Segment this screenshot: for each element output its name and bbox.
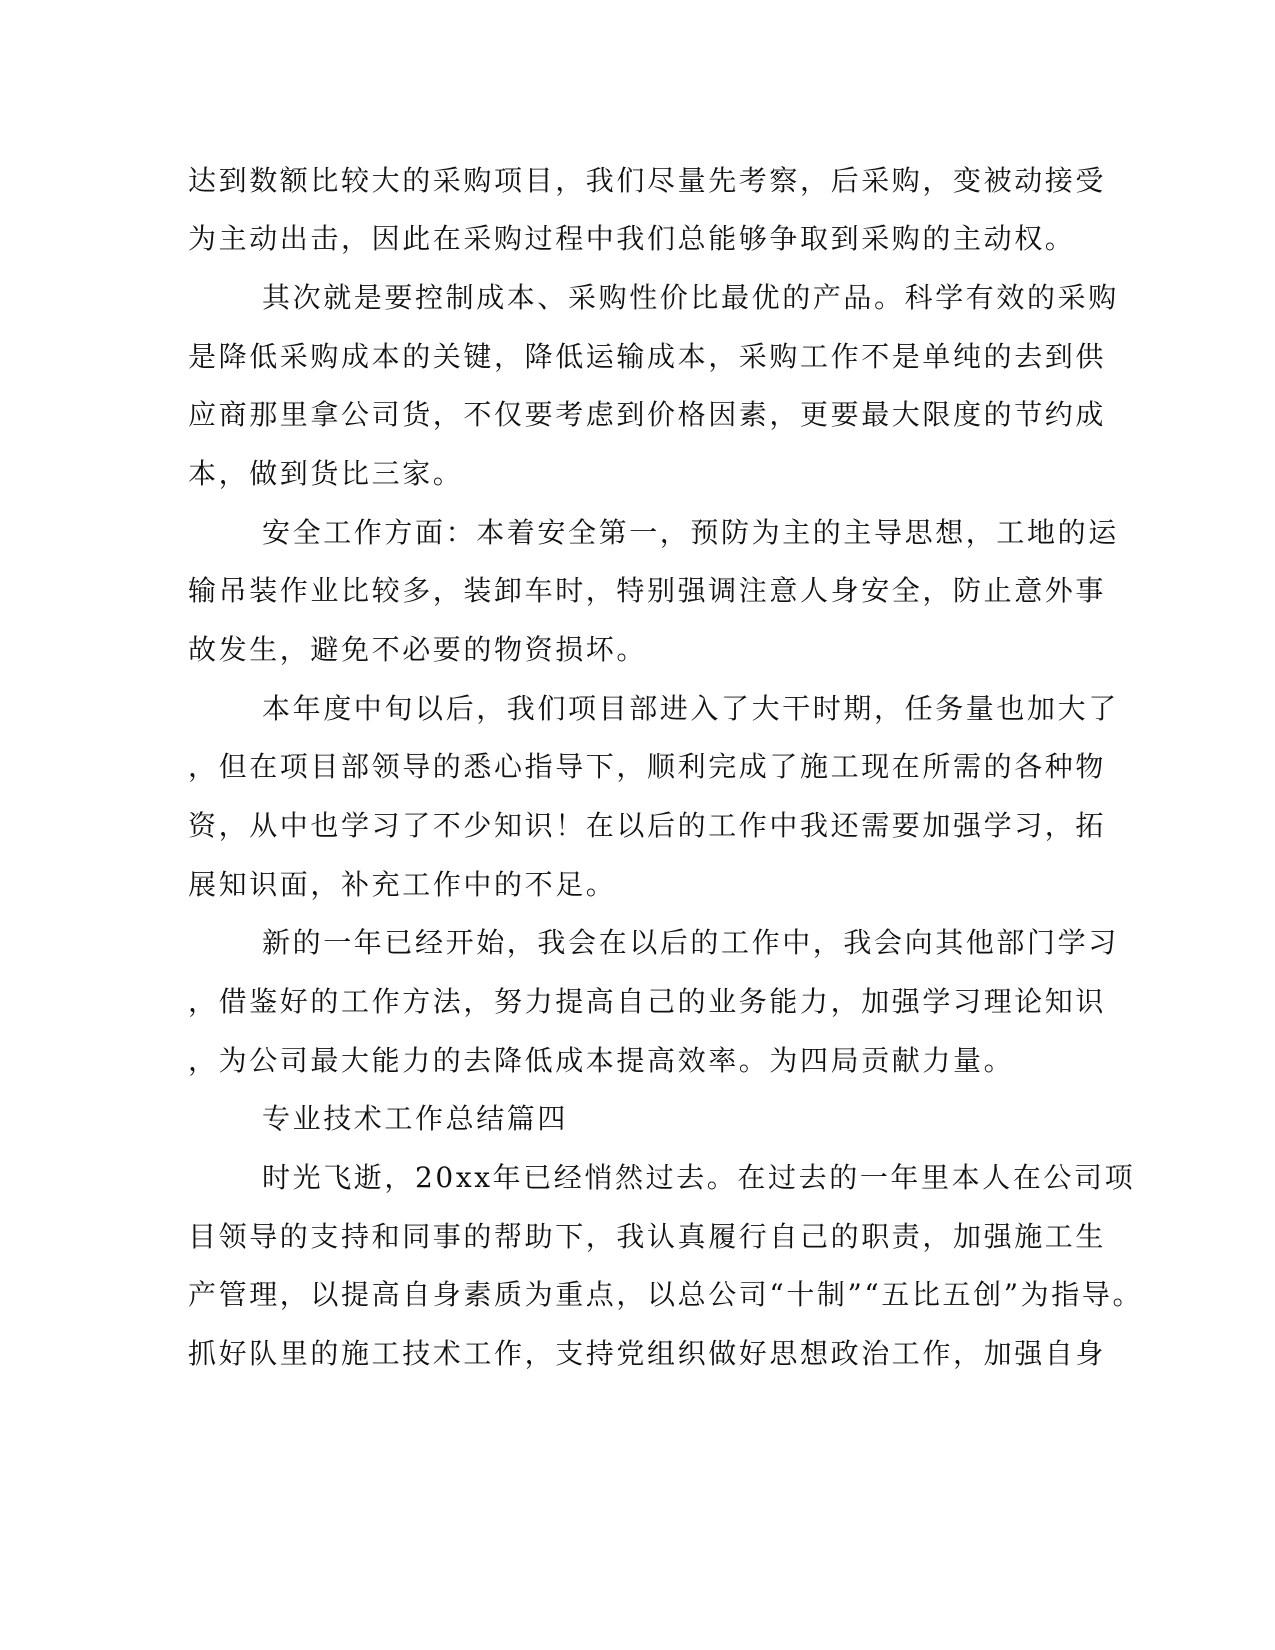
text-line: 展知识面，补充工作中的不足。 [188,868,617,901]
text-line: 抓好队里的施工技术工作，支持党组织做好思想政治工作，加强自身 [188,1337,1107,1370]
text-line: 输吊装作业比较多，装卸车时，特别强调注意人身安全，防止意外事 [188,574,1107,607]
text-line: ，但在项目部领导的悉心指导下，顺利完成了施工现在所需的各种物 [188,750,1107,783]
text-line: 是降低采购成本的关键，降低运输成本，采购工作不是单纯的去到供 [188,340,1107,373]
text-line: 产管理，以提高自身素质为重点，以总公司“十制”“五比五创”为指导。 [188,1278,1144,1311]
text-line: 本年度中旬以后，我们项目部进入了大干时期，任务量也加大了 [262,692,1119,725]
text-line: 为主动出击，因此在采购过程中我们总能够争取到采购的主动权。 [188,222,1076,255]
text-line: 时光飞逝，20xx年已经悄然过去。在过去的一年里本人在公司项 [262,1161,1136,1194]
text-line: 安全工作方面：本着安全第一，预防为主的主导思想，工地的运 [262,516,1119,549]
text-line: ，为公司最大能力的去降低成本提高效率。为四局贡献力量。 [188,1044,1015,1077]
text-line: 应商那里拿公司货，不仅要考虑到价格因素，更要最大限度的节约成 [188,398,1107,431]
text-line: 资，从中也学习了不少知识！在以后的工作中我还需要加强学习，拓 [188,809,1107,842]
section-heading: 专业技术工作总结篇四 [262,1102,569,1135]
text-line: 本，做到货比三家。 [188,457,464,490]
text-line: 达到数额比较大的采购项目，我们尽量先考察，后采购，变被动接受 [188,164,1107,197]
text-line: 其次就是要控制成本、采购性价比最优的产品。科学有效的采购 [262,281,1119,314]
text-line: 目领导的支持和同事的帮助下，我认真履行自己的职责，加强施工生 [188,1220,1107,1253]
text-line: 故发生，避免不必要的物资损坏。 [188,633,648,666]
text-line: 新的一年已经开始，我会在以后的工作中，我会向其他部门学习 [262,926,1119,959]
text-line: ，借鉴好的工作方法，努力提高自己的业务能力，加强学习理论知识 [188,985,1107,1018]
